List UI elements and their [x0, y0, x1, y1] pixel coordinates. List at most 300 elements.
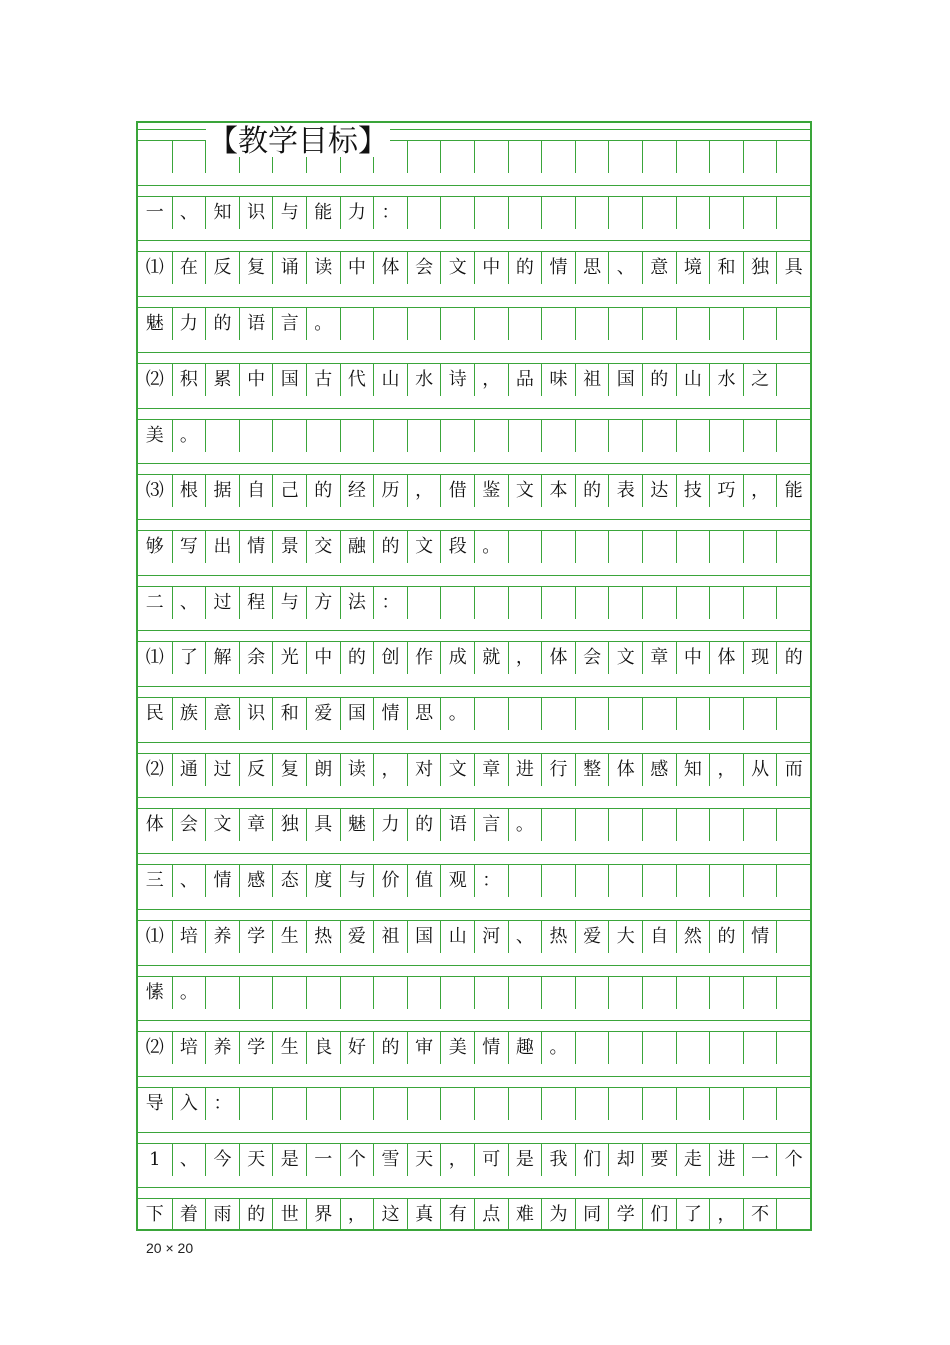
grid-cell: 言: [272, 308, 306, 340]
grid-cell: 情: [239, 531, 273, 563]
grid-cell: 独: [272, 809, 306, 841]
grid-cell: 了: [676, 1199, 710, 1231]
grid-cell: [608, 1088, 642, 1120]
grid-cell: 水: [407, 364, 441, 396]
grid-cell: 自: [642, 921, 676, 953]
grid-cell: 本: [541, 475, 575, 507]
grid-cell: 会: [407, 252, 441, 284]
grid-cell: 融: [340, 531, 374, 563]
grid-cell: ⑴: [145, 647, 164, 669]
grid-cell: 国: [407, 921, 441, 953]
grid-cell: [709, 587, 743, 619]
grid-cell: 的: [205, 308, 239, 340]
grid-cell: 会: [172, 809, 206, 841]
grid-cell: 力: [172, 308, 206, 340]
grid-cell: 、: [508, 921, 542, 953]
grid-cell: 。: [440, 698, 474, 730]
grid-cell: 是: [272, 1144, 306, 1176]
grid-cell: [776, 1199, 810, 1231]
grid-cell: 。: [474, 531, 508, 563]
grid-cell: [743, 1032, 777, 1064]
grid-cell: 在: [172, 252, 206, 284]
grid-cell: [575, 698, 609, 730]
grid-cell: [608, 587, 642, 619]
grid-cell: [272, 420, 306, 452]
grid-cell: [508, 977, 542, 1009]
grid-cell: [743, 587, 777, 619]
grid-cell: 的: [642, 364, 676, 396]
grid-cell: 技: [676, 475, 710, 507]
grid-cell: 中: [676, 642, 710, 674]
grid-cell: 值: [407, 865, 441, 897]
text-row: [138, 1199, 810, 1231]
grid-cell: 的: [239, 1199, 273, 1231]
grid-cell: 趣: [508, 1032, 542, 1064]
grid-cell: [340, 308, 374, 340]
grid-cell: 体: [373, 252, 407, 284]
grid-cell: 学: [239, 1032, 273, 1064]
grid-cell: 世: [272, 1199, 306, 1231]
grid-cell: 过: [205, 587, 239, 619]
grid-cell: 诗: [440, 364, 474, 396]
grid-cell: [676, 698, 710, 730]
grid-cell: 。: [172, 420, 206, 452]
grid-cell: [575, 420, 609, 452]
grid-cell: 作: [407, 642, 441, 674]
grid-cell: [776, 420, 810, 452]
grid-cell: [642, 197, 676, 229]
grid-cell: [676, 977, 710, 1009]
grid-cell: [440, 420, 474, 452]
grid-cell: [575, 977, 609, 1009]
grid-cell: 成: [440, 642, 474, 674]
grid-cell: 良: [306, 1032, 340, 1064]
section-title: 【教学目标】: [208, 124, 388, 159]
grid-cell: [676, 1032, 710, 1064]
grid-cell: 的: [306, 475, 340, 507]
grid-cell: [642, 587, 676, 619]
grid-cell: 培: [172, 1032, 206, 1064]
grid-cell: 观: [440, 865, 474, 897]
grid-cell: [575, 865, 609, 897]
grid-cell: ⑴: [145, 257, 164, 279]
grid-cell: [608, 141, 642, 173]
grid-cell: [608, 698, 642, 730]
grid-cell: 是: [508, 1144, 542, 1176]
grid-cell: [541, 587, 575, 619]
grid-cell: 二: [145, 591, 164, 613]
grid-cell: 学: [608, 1199, 642, 1231]
grid-cell: 爱: [306, 698, 340, 730]
grid-cell: [676, 809, 710, 841]
grid-cell: [272, 1088, 306, 1120]
grid-cell: 个: [776, 1144, 810, 1176]
grid-cell: 累: [205, 364, 239, 396]
text-row: [138, 1088, 810, 1120]
grid-cell: [608, 531, 642, 563]
grid-cell: [608, 865, 642, 897]
grid-cell: 感: [642, 754, 676, 786]
grid-cell: ：: [205, 1088, 239, 1120]
grid-cell: [776, 587, 810, 619]
manuscript-grid-sheet: [136, 121, 812, 1231]
grid-cell: 。: [172, 977, 206, 1009]
grid-cell: 中: [474, 252, 508, 284]
grid-cell: [508, 420, 542, 452]
grid-cell: 余: [239, 642, 273, 674]
grid-cell: 1: [149, 1148, 161, 1170]
grid-cell: 之: [743, 364, 777, 396]
row-gap: [138, 1187, 810, 1199]
grid-cell: [541, 141, 575, 173]
grid-cell: 我: [541, 1144, 575, 1176]
grid-cell: 却: [608, 1144, 642, 1176]
grid-cell: [709, 809, 743, 841]
grid-cell: [440, 141, 474, 173]
grid-cell: 文: [440, 754, 474, 786]
grid-cell: 鉴: [474, 475, 508, 507]
grid-cell: [474, 420, 508, 452]
grid-cell: 章: [474, 754, 508, 786]
grid-cell: 品: [508, 364, 542, 396]
grid-cell: 识: [239, 698, 273, 730]
grid-cell: ：: [474, 865, 508, 897]
grid-cell: 培: [172, 921, 206, 953]
grid-cell: [239, 1088, 273, 1120]
row-gap: [138, 853, 810, 865]
grid-cell: [642, 1088, 676, 1120]
grid-cell: 的: [373, 531, 407, 563]
grid-cell: 反: [239, 754, 273, 786]
grid-cell: [676, 308, 710, 340]
grid-cell: 下: [145, 1204, 164, 1226]
grid-cell: [743, 977, 777, 1009]
text-row: [138, 197, 810, 229]
text-row: [138, 1032, 810, 1064]
grid-cell: 生: [272, 921, 306, 953]
row-gap: [138, 1076, 810, 1088]
grid-cell: [440, 197, 474, 229]
grid-cell: 而: [776, 754, 810, 786]
grid-cell: 行: [541, 754, 575, 786]
grid-cell: [205, 420, 239, 452]
grid-cell: [306, 1088, 340, 1120]
grid-size-label: 20 × 20: [146, 1240, 194, 1256]
grid-cell: 、: [172, 865, 206, 897]
grid-cell: 反: [205, 252, 239, 284]
grid-cell: 与: [340, 865, 374, 897]
grid-cell: [608, 1032, 642, 1064]
grid-cell: 入: [172, 1088, 206, 1120]
grid-cell: 祖: [575, 364, 609, 396]
grid-cell: 能: [776, 475, 810, 507]
grid-cell: 知: [205, 197, 239, 229]
grid-cell: [272, 977, 306, 1009]
grid-cell: [709, 308, 743, 340]
grid-cell: 现: [743, 642, 777, 674]
grid-cell: [776, 698, 810, 730]
grid-cell: [172, 141, 206, 173]
grid-cell: 今: [205, 1144, 239, 1176]
grid-cell: 一: [145, 201, 164, 223]
grid-cell: 们: [642, 1199, 676, 1231]
grid-cell: [541, 197, 575, 229]
grid-cell: [776, 531, 810, 563]
grid-cell: 文: [508, 475, 542, 507]
grid-cell: [474, 587, 508, 619]
grid-cell: 具: [306, 809, 340, 841]
grid-cell: 己: [272, 475, 306, 507]
grid-cell: 中: [306, 642, 340, 674]
grid-cell: 能: [306, 197, 340, 229]
grid-cell: 学: [239, 921, 273, 953]
grid-cell: [440, 308, 474, 340]
grid-cell: 、: [172, 1144, 206, 1176]
grid-cell: 愫: [145, 981, 164, 1003]
grid-cell: [474, 197, 508, 229]
grid-cell: 体: [145, 814, 164, 836]
grid-cell: 界: [306, 1199, 340, 1231]
grid-cell: 出: [205, 531, 239, 563]
grid-cell: ，: [508, 642, 542, 674]
row-gap: [138, 1132, 810, 1144]
grid-cell: 语: [239, 308, 273, 340]
grid-cell: 真: [407, 1199, 441, 1231]
grid-cell: 景: [272, 531, 306, 563]
text-row: [138, 754, 810, 786]
grid-cell: 要: [642, 1144, 676, 1176]
grid-cell: 章: [239, 809, 273, 841]
grid-cell: 好: [340, 1032, 374, 1064]
grid-cell: [508, 1088, 542, 1120]
row-gap: [138, 463, 810, 475]
grid-cell: 度: [306, 865, 340, 897]
grid-cell: 语: [440, 809, 474, 841]
grid-cell: 过: [205, 754, 239, 786]
grid-cell: [508, 698, 542, 730]
grid-cell: 根: [172, 475, 206, 507]
grid-cell: 的: [776, 642, 810, 674]
grid-cell: [776, 1088, 810, 1120]
grid-cell: ，: [743, 475, 777, 507]
grid-cell: 言: [474, 809, 508, 841]
grid-cell: [373, 977, 407, 1009]
grid-cell: [575, 141, 609, 173]
grid-cell: 这: [373, 1199, 407, 1231]
grid-cell: 的: [709, 921, 743, 953]
grid-cell: 生: [272, 1032, 306, 1064]
grid-cell: [676, 420, 710, 452]
row-gap: [138, 965, 810, 977]
grid-cell: 点: [474, 1199, 508, 1231]
grid-cell: 雨: [205, 1199, 239, 1231]
grid-cell: 魅: [340, 809, 374, 841]
grid-cell: [541, 308, 575, 340]
grid-cell: [306, 420, 340, 452]
grid-cell: 山: [373, 364, 407, 396]
grid-cell: [575, 197, 609, 229]
grid-cell: ，: [474, 364, 508, 396]
grid-cell: 、: [172, 197, 206, 229]
grid-cell: 对: [407, 754, 441, 786]
grid-cell: [676, 587, 710, 619]
grid-cell: [743, 865, 777, 897]
row-gap: [138, 240, 810, 252]
grid-cell: 的: [575, 475, 609, 507]
grid-cell: 、: [172, 587, 206, 619]
grid-cell: 山: [676, 364, 710, 396]
text-row: [138, 1144, 810, 1176]
grid-cell: [340, 977, 374, 1009]
grid-cell: [642, 698, 676, 730]
grid-cell: [575, 809, 609, 841]
grid-cell: 具: [776, 252, 810, 284]
grid-cell: 天: [407, 1144, 441, 1176]
grid-cell: [709, 141, 743, 173]
row-gap: [138, 296, 810, 308]
grid-cell: ，: [709, 754, 743, 786]
grid-cell: [776, 1032, 810, 1064]
grid-cell: 解: [205, 642, 239, 674]
grid-cell: 大: [608, 921, 642, 953]
text-row: [138, 420, 810, 452]
grid-cell: 就: [474, 642, 508, 674]
grid-cell: 然: [676, 921, 710, 953]
grid-cell: [541, 809, 575, 841]
grid-cell: 文: [440, 252, 474, 284]
grid-cell: [776, 809, 810, 841]
text-row: [138, 531, 810, 563]
grid-cell: 进: [709, 1144, 743, 1176]
grid-cell: 写: [172, 531, 206, 563]
grid-cell: 方: [306, 587, 340, 619]
grid-cell: [508, 141, 542, 173]
row-gap: [138, 352, 810, 364]
row-gap: [138, 1020, 810, 1032]
grid-cell: 通: [172, 754, 206, 786]
grid-cell: 的: [340, 642, 374, 674]
row-gap: [138, 797, 810, 809]
grid-cell: 、: [608, 252, 642, 284]
text-row: [138, 809, 810, 841]
grid-cell: 雪: [373, 1144, 407, 1176]
grid-cell: [340, 420, 374, 452]
grid-cell: [709, 1032, 743, 1064]
grid-cell: [743, 141, 777, 173]
grid-cell: [642, 531, 676, 563]
grid-cell: 族: [172, 698, 206, 730]
grid-cell: ，: [373, 754, 407, 786]
grid-cell: 借: [440, 475, 474, 507]
text-row: [138, 252, 810, 284]
grid-cell: 识: [239, 197, 273, 229]
grid-cell: 表: [608, 475, 642, 507]
grid-cell: 祖: [373, 921, 407, 953]
grid-cell: 法: [340, 587, 374, 619]
row-gap: [138, 630, 810, 642]
grid-cell: 文: [407, 531, 441, 563]
grid-cell: 情: [205, 865, 239, 897]
grid-cell: 经: [340, 475, 374, 507]
grid-cell: 美: [440, 1032, 474, 1064]
grid-cell: [508, 197, 542, 229]
grid-cell: [743, 420, 777, 452]
row-gap: [138, 185, 810, 197]
grid-cell: [474, 977, 508, 1009]
grid-cell: 三: [145, 870, 164, 892]
text-row: [138, 364, 810, 396]
grid-cell: 爱: [575, 921, 609, 953]
grid-cell: [508, 531, 542, 563]
grid-cell: [642, 1032, 676, 1064]
grid-cell: 河: [474, 921, 508, 953]
grid-cell: [642, 141, 676, 173]
grid-cell: 诵: [272, 252, 306, 284]
grid-cell: 情: [474, 1032, 508, 1064]
grid-cell: 不: [743, 1199, 777, 1231]
grid-cell: [474, 698, 508, 730]
grid-cell: 复: [272, 754, 306, 786]
grid-cell: 意: [205, 698, 239, 730]
grid-cell: [743, 197, 777, 229]
grid-cell: 有: [440, 1199, 474, 1231]
grid-cell: 味: [541, 364, 575, 396]
grid-cell: 达: [642, 475, 676, 507]
grid-cell: 据: [205, 475, 239, 507]
grid-cell: [541, 977, 575, 1009]
grid-cell: 文: [205, 809, 239, 841]
grid-cell: [373, 1088, 407, 1120]
grid-cell: [541, 1088, 575, 1120]
grid-cell: [709, 1088, 743, 1120]
grid-cell: 代: [340, 364, 374, 396]
grid-cell: [575, 1032, 609, 1064]
grid-cell: 读: [306, 252, 340, 284]
grid-cell: 情: [743, 921, 777, 953]
grid-cell: 自: [239, 475, 273, 507]
grid-cell: [642, 809, 676, 841]
grid-cell: 和: [272, 698, 306, 730]
grid-cell: 水: [709, 364, 743, 396]
grid-cell: 的: [508, 252, 542, 284]
grid-cell: [340, 1088, 374, 1120]
row-gap: [138, 742, 810, 754]
grid-cell: 段: [440, 531, 474, 563]
grid-cell: 中: [239, 364, 273, 396]
grid-cell: [508, 865, 542, 897]
grid-cell: 走: [676, 1144, 710, 1176]
grid-cell: [373, 420, 407, 452]
grid-cell: [575, 587, 609, 619]
grid-cell: 。: [541, 1032, 575, 1064]
grid-cell: [407, 1088, 441, 1120]
grid-cell: 热: [306, 921, 340, 953]
grid-cell: 和: [709, 252, 743, 284]
grid-cell: [642, 308, 676, 340]
grid-cell: 古: [306, 364, 340, 396]
grid-cell: [743, 809, 777, 841]
grid-cell: 体: [709, 642, 743, 674]
grid-cell: 一: [306, 1144, 340, 1176]
grid-cell: [642, 865, 676, 897]
grid-cell: 天: [239, 1144, 273, 1176]
grid-cell: 热: [541, 921, 575, 953]
grid-cell: ，: [440, 1144, 474, 1176]
row-gap: [138, 575, 810, 587]
grid-cell: 审: [407, 1032, 441, 1064]
grid-cell: 的: [373, 1032, 407, 1064]
grid-cell: 进: [508, 754, 542, 786]
